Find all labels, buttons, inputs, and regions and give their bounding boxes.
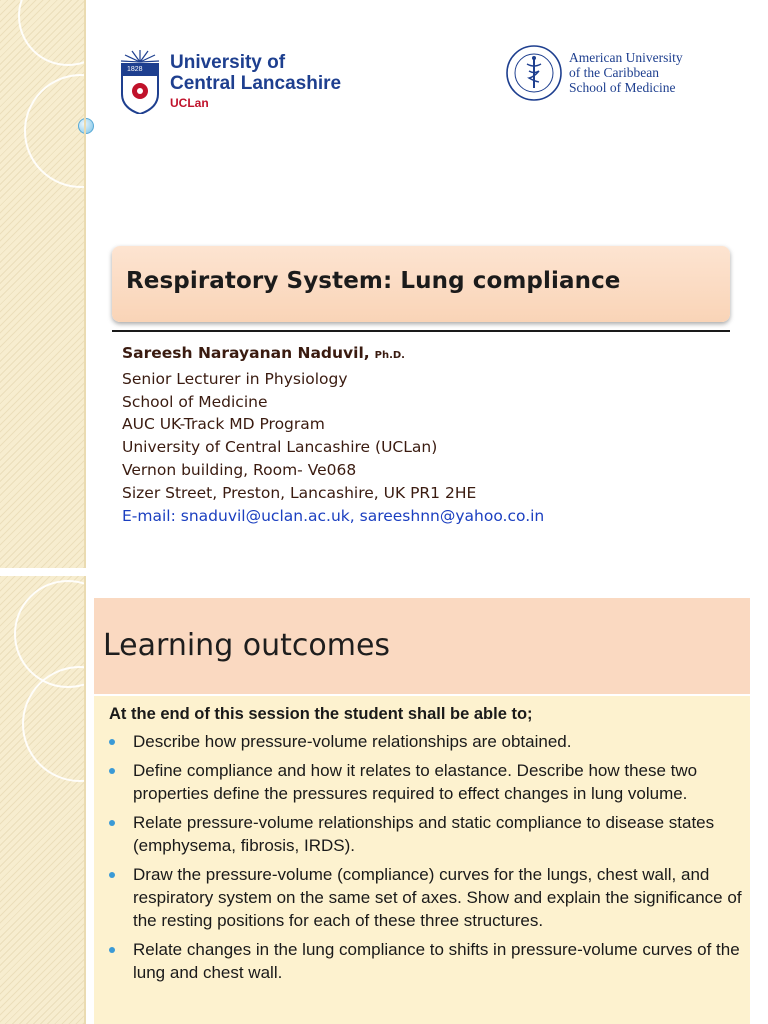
outcome-item (94, 863, 750, 932)
uclan-logo (118, 38, 348, 118)
side-band-edge (84, 576, 86, 1024)
learning-outcomes-slide (0, 576, 768, 1024)
author-address: Sizer Street, Preston, Lancashire, UK PR1 2HE (122, 483, 477, 502)
outcome-item (94, 811, 750, 857)
outcome-item (94, 759, 750, 805)
decorative-bead (78, 118, 94, 134)
outcome-item (94, 938, 750, 984)
author-name: Sareesh Narayanan Naduvil, (122, 344, 370, 362)
decorative-ring (18, 0, 118, 66)
outcomes-body (94, 696, 750, 1024)
outcomes-intro: At the end of this session the student shall be able to; (109, 705, 533, 723)
email-link-yahoo[interactable]: sareeshnn@yahoo.co.in (359, 506, 545, 525)
author-program: AUC UK-Track MD Program (122, 415, 325, 434)
email-link-uclan[interactable]: snaduvil@uclan.ac.uk, (180, 506, 355, 525)
bullet-icon (109, 820, 115, 826)
outcomes-header (94, 598, 750, 694)
slide-gap (0, 568, 768, 576)
author-email-line (122, 505, 544, 528)
author-university: University of Central Lancashire (UCLan) (122, 438, 438, 457)
bullet-icon (109, 947, 115, 953)
author-position: Senior Lecturer in Physiology (122, 369, 348, 388)
outcomes-list (94, 730, 750, 990)
author-school: School of Medicine (122, 392, 268, 411)
auc-seal-icon (505, 44, 563, 102)
outcome-text: Relate pressure-volume relationships and static compliance to disease states (emphysema, fibrosis, IRDS). (133, 813, 715, 855)
bullet-icon (109, 739, 115, 745)
author-degree: Ph.D. (374, 350, 405, 361)
side-band-edge (84, 0, 86, 568)
decorative-side-band (0, 576, 84, 1024)
outcome-text: Describe how pressure-volume relationships are obtained. (133, 732, 572, 751)
outcome-text: Define compliance and how it relates to elastance. Describe how these two properties define the pressures required to effect changes in lung volume. (133, 761, 698, 803)
bullet-icon (109, 768, 115, 774)
author-name-line (122, 342, 544, 368)
author-block (122, 342, 544, 527)
outcome-item (94, 730, 750, 753)
author-room: Vernon building, Room- Ve068 (122, 460, 357, 479)
auc-logo (505, 44, 725, 108)
email-label: E-mail: (122, 506, 176, 525)
slide-title: Respiratory System: Lung compliance (126, 268, 621, 294)
uclan-crest-year: 1828 (127, 66, 143, 73)
decorative-side-band (0, 0, 84, 568)
outcome-text: Draw the pressure-volume (compliance) curves for the lungs, chest wall, and respiratory system on the same set of axes. Show and explain the significance of the resting positions for each of these three structures. (133, 865, 742, 930)
uclan-crest-icon (120, 48, 160, 114)
title-box (112, 246, 730, 322)
bullet-icon (109, 872, 115, 878)
auc-name: American University of the Caribbean School of Medicine (569, 50, 683, 95)
title-divider (112, 330, 730, 332)
uclan-name: University of Central Lancashire (170, 52, 342, 94)
outcomes-title: Learning outcomes (103, 628, 391, 663)
uclan-short-name: UCLan (170, 96, 209, 110)
outcome-text: Relate changes in the lung compliance to shifts in pressure-volume curves of the lung and chest wall. (133, 940, 740, 982)
